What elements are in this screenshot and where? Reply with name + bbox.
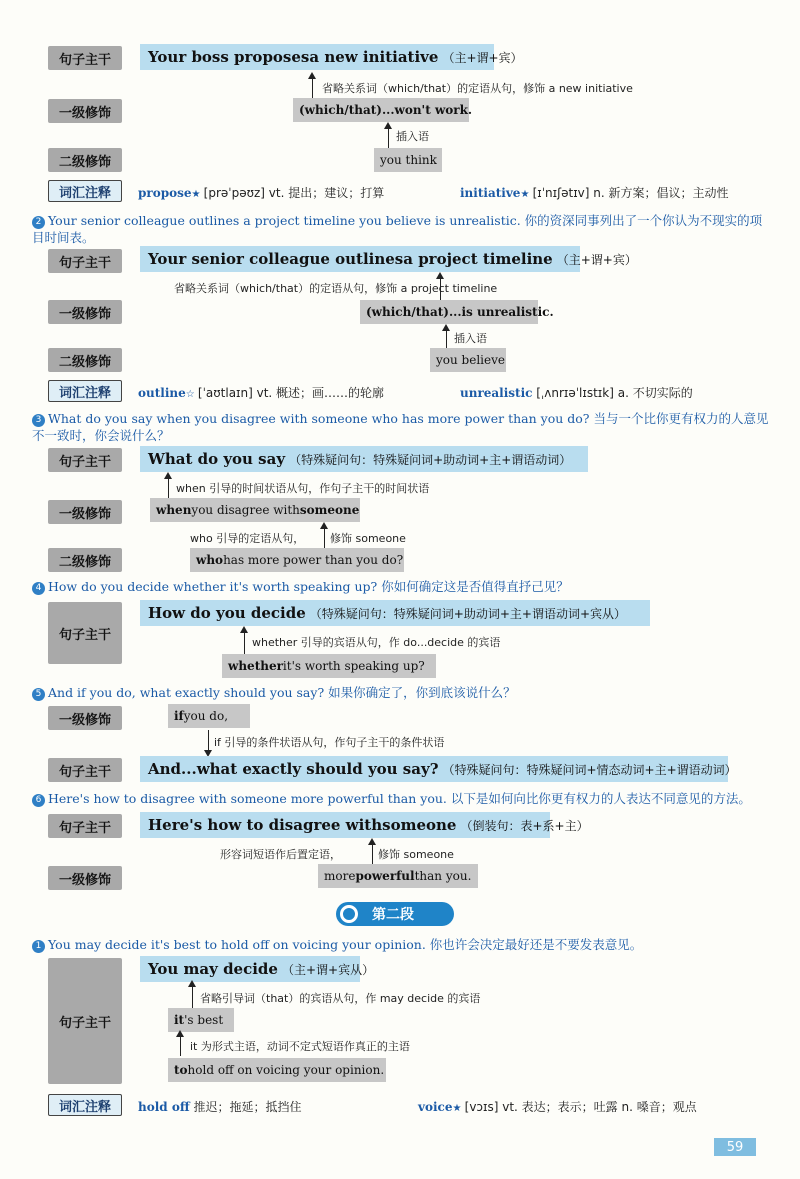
vocab-entry: initiative★ [ɪˈnɪʃətɪv] n. 新方案；倡议；主动性 — [460, 186, 729, 200]
modifier-box: (which/that)...is unrealistic. — [360, 300, 538, 324]
label-lv1: 一级修饰 — [48, 300, 122, 324]
connector-line — [446, 328, 447, 350]
main-clause: What do you say （特殊疑问句：特殊疑问词+助动词+主+谓语动词） — [140, 446, 588, 472]
annotation: who 引导的定语从句， — [190, 532, 305, 545]
arrow-up-icon — [436, 272, 444, 279]
main-clause: How do you decide （特殊疑问句：特殊疑问词+助动词+主+谓语动词+宾从） — [140, 600, 650, 626]
label-vocab: 词汇注释 — [48, 180, 122, 202]
main-clause: Your senior colleague outlines a project timeline （主+谓+宾） — [140, 246, 580, 272]
arrow-up-icon — [176, 1030, 184, 1037]
modifier-box: it 's best — [168, 1008, 234, 1032]
annotation: 省略关系词（which/that）的定语从句，修饰 a project timeline — [174, 282, 498, 295]
label-main: 句子主干 — [48, 814, 122, 838]
annotation: 插入语 — [396, 130, 429, 143]
p2-sentence-1: 1 You may decide it's best to hold off on voicing your opinion. 你也许会决定最好还是不要发表意见。 — [32, 936, 772, 953]
annotation: when 引导的时间状语从句，作句子主干的时间状语 — [176, 482, 430, 495]
connector-line — [312, 76, 313, 98]
vocab-entry: propose★ [prəˈpəʊz] vt. 提出；建议；打算 — [138, 186, 385, 200]
label-lv1: 一级修饰 — [48, 866, 122, 890]
arrow-up-icon — [384, 122, 392, 129]
main-clause — [140, 44, 523, 70]
main-emph: a new initiative — [309, 48, 439, 66]
label-vocab: 词汇注释 — [48, 1094, 122, 1116]
annotation: 插入语 — [454, 332, 487, 345]
grammar-note: （主+谓+宾） — [442, 50, 523, 65]
label-main: 句子主干 — [48, 602, 122, 664]
modifier-box: when you disagree with someone — [150, 498, 360, 522]
vocab-entry: outline☆ [ˈaʊtlaɪn] vt. 概述；画……的轮廓 — [138, 386, 385, 400]
label-main: 句子主干 — [48, 448, 122, 472]
annotation: if 引导的条件状语从句，作句子主干的条件状语 — [214, 736, 445, 749]
arrow-up-icon — [368, 838, 376, 845]
connector-line — [372, 842, 373, 864]
sentence-4: 4 How do you decide whether it's worth speaking up? 你如何确定这是否值得直抒己见？ — [32, 578, 772, 595]
modifier-box: if you do, — [168, 704, 250, 728]
modifier-box: to hold off on voicing your opinion. — [168, 1058, 386, 1082]
label-main: 句子主干 — [48, 249, 122, 273]
annotation: 形容词短语作后置定语， — [220, 848, 341, 861]
main-clause: And...what exactly should you say? （特殊疑问句：特殊疑问词+情态动词+主+谓语动词） — [140, 756, 728, 782]
annotation: whether 引导的宾语从句，作 do...decide 的宾语 — [252, 636, 501, 649]
connector-line — [244, 630, 245, 654]
connector-line — [180, 1034, 181, 1056]
annotation: 省略关系词（which/that）的定语从句，修饰 a new initiative — [322, 82, 633, 95]
vocab-entry: hold off 推迟；拖延；抵挡住 — [138, 1100, 302, 1114]
sentence-2: 2 Your senior colleague outlines a project timeline you believe is unrealistic. 你的资深同事列出了一个你认为不现实的项目时间表。 — [32, 213, 763, 245]
label-lv1: 一级修饰 — [48, 706, 122, 730]
label-main: 句子主干 — [48, 958, 122, 1084]
arrow-up-icon — [442, 324, 450, 331]
page-number: 59 — [714, 1138, 756, 1156]
vocab-entry: voice★ [vɔɪs] vt. 表达；表示；吐露 n. 嗓音；观点 — [418, 1100, 697, 1114]
label-main: 句子主干 — [48, 758, 122, 782]
modifier-box: you believe — [430, 348, 506, 372]
annotation: it 为形式主语，动词不定式短语作真正的主语 — [190, 1040, 410, 1053]
modifier-box: (which/that)...won't work. — [293, 98, 469, 122]
label-lv2: 二级修饰 — [48, 148, 122, 172]
label-lv1: 一级修饰 — [48, 500, 122, 524]
label-lv1: 一级修饰 — [48, 99, 122, 123]
modifier-box: whether it's worth speaking up? — [222, 654, 436, 678]
connector-line — [324, 526, 325, 548]
search-icon — [340, 905, 358, 923]
main-text: Your boss proposes — [148, 48, 310, 66]
main-clause: Here's how to disagree with someone （倒装句：表+系+主） — [140, 812, 550, 838]
label-lv2: 二级修饰 — [48, 348, 122, 372]
label-lv2: 二级修饰 — [48, 548, 122, 572]
arrow-up-icon — [308, 72, 316, 79]
label-vocab: 词汇注释 — [48, 380, 122, 402]
modifier-box: you think — [374, 148, 442, 172]
vocab-entry: unrealistic [ˌʌnrɪəˈlɪstɪk] a. 不切实际的 — [460, 386, 693, 400]
annotation: 修饰 someone — [330, 532, 406, 545]
main-clause: You may decide （主+谓+宾从） — [140, 956, 360, 982]
connector-line — [388, 126, 389, 148]
annotation: 省略引导词（that）的宾语从句，作 may decide 的宾语 — [200, 992, 481, 1005]
sentence-6: 6 Here's how to disagree with someone more powerful than you. 以下是如何向比你更有权力的人表达不同意见的方法。 — [32, 790, 772, 807]
sentence-5: 5 And if you do, what exactly should you say? 如果你确定了，你到底该说什么？ — [32, 684, 772, 701]
connector-line — [168, 476, 169, 498]
modifier-box: more powerful than you. — [318, 864, 478, 888]
arrow-up-icon — [164, 472, 172, 479]
connector-line — [192, 984, 193, 1008]
arrow-up-icon — [240, 626, 248, 633]
arrow-up-icon — [320, 522, 328, 529]
annotation: 修饰 someone — [378, 848, 454, 861]
modifier-box: who has more power than you do? — [190, 548, 404, 572]
arrow-up-icon — [188, 980, 196, 987]
sentence-3: 3 What do you say when you disagree with someone who has more power than you do? 当与一个比你更有权力的人意见不一致时，你会说什么？ — [32, 411, 769, 443]
label-main: 句子主干 — [48, 46, 122, 70]
section-header: 第二段 — [336, 902, 454, 926]
